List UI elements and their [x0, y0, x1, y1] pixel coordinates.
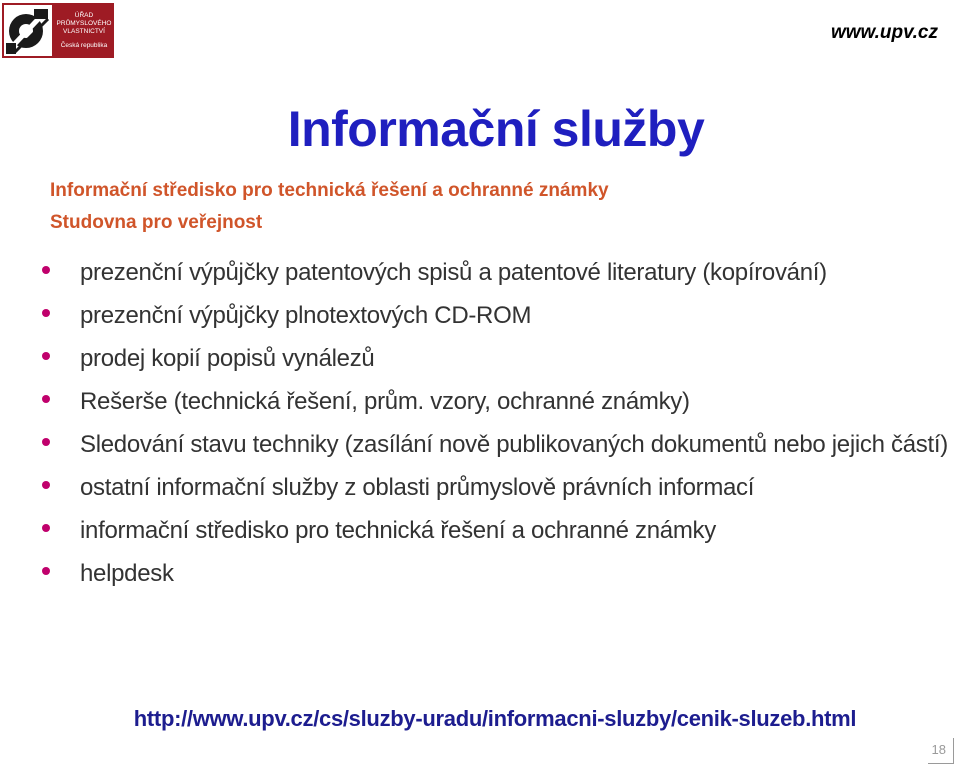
bullet-icon: [42, 352, 50, 360]
logo-line-2: PRŮMYSLOVÉHO: [56, 19, 112, 27]
page-title: Informační služby: [287, 101, 705, 157]
price-list-link[interactable]: http://www.upv.cz/cs/sluzby-uradu/informacni-sluzby/cenik-sluzeb.html: [133, 706, 857, 731]
list-item: [40, 301, 955, 331]
logo-line-3: VLASTNICTVÍ: [63, 27, 105, 35]
subtitle-information-center: Informační středisko pro technická řešení a ochranné známky: [50, 180, 609, 201]
corner-divider-vertical: [953, 738, 954, 764]
list-item-text: Rešerše (technická řešení, prům. vzory, ochranné známky): [80, 388, 690, 415]
list-item-text: informační středisko pro technická řešení a ochranné známky: [80, 517, 716, 544]
bullet-icon: [42, 524, 50, 532]
list-item: [40, 559, 955, 589]
logo-country: Česká republika: [60, 41, 108, 49]
upv-logo: [2, 3, 114, 58]
bullet-icon: [42, 309, 50, 317]
page-number: 18: [931, 742, 946, 757]
bullet-icon: [42, 438, 50, 446]
subtitle-study-room: Studovna pro veřejnost: [50, 212, 263, 233]
logo-text: [54, 3, 114, 58]
bullet-icon: [42, 266, 50, 274]
list-item: [40, 387, 955, 417]
list-item-text: ostatní informační služby z oblasti průmyslově právních informací: [80, 474, 755, 501]
list-item-text: prodej kopií popisů vynálezů: [80, 345, 375, 372]
bullet-icon: [42, 567, 50, 575]
services-list: [40, 258, 955, 589]
bullet-icon: [42, 395, 50, 403]
list-item: [40, 430, 955, 460]
list-item: [40, 473, 955, 503]
site-url[interactable]: www.upv.cz: [831, 22, 938, 43]
list-item-text: prezenční výpůjčky patentových spisů a patentové literatury (kopírování): [80, 259, 827, 286]
bullet-icon: [42, 481, 50, 489]
list-item: [40, 344, 955, 374]
logo-line-1: ÚŘAD: [74, 11, 94, 19]
list-item: [40, 258, 955, 288]
logo-emblem-icon: [2, 3, 54, 58]
list-item-text: prezenční výpůjčky plnotextových CD-ROM: [80, 302, 532, 329]
list-item: [40, 516, 955, 546]
list-item-text: Sledování stavu techniky (zasílání nově publikovaných dokumentů nebo jejich částí): [80, 431, 948, 458]
corner-divider-horizontal: [928, 763, 954, 764]
list-item-text: helpdesk: [80, 560, 174, 587]
